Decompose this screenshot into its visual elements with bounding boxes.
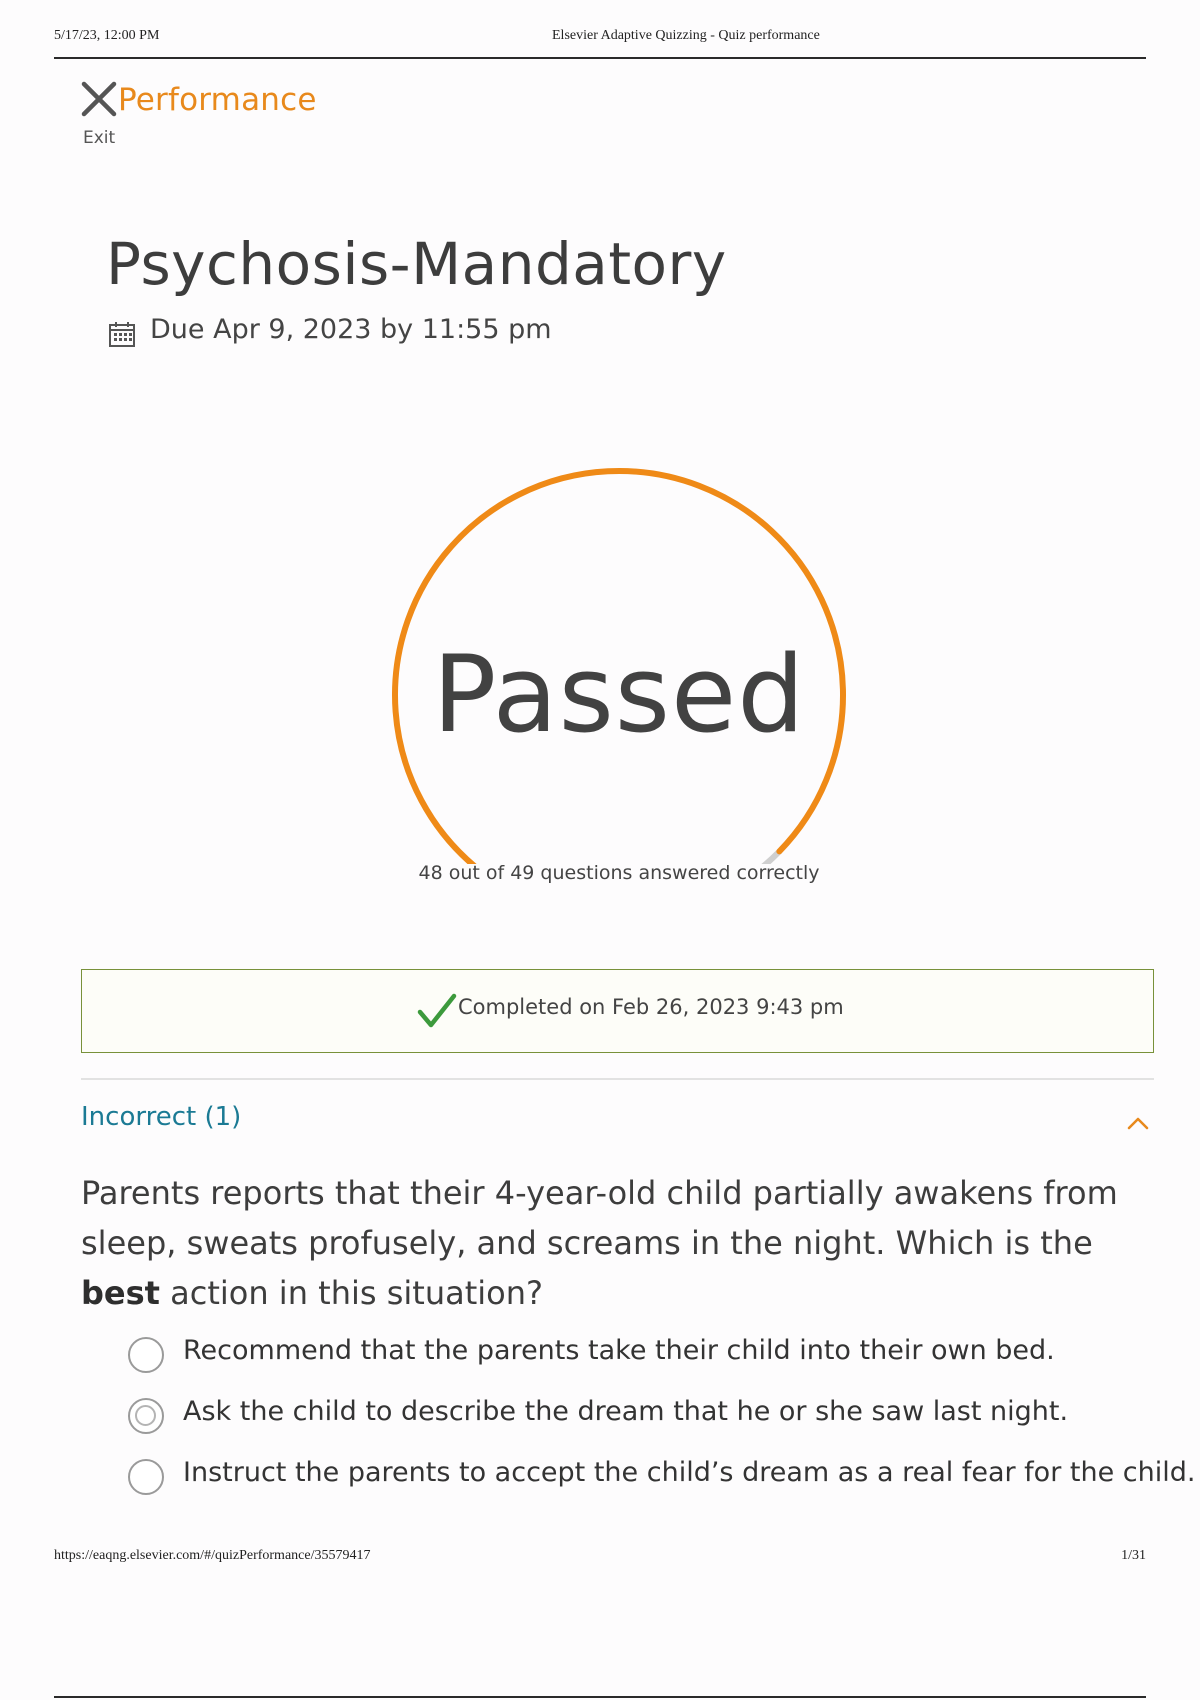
print-url: https://eaqng.elsevier.com/#/quizPerformance/35579417 — [54, 1548, 371, 1563]
due-date: Due Apr 9, 2023 by 11:55 pm — [150, 314, 552, 345]
print-header — [54, 27, 1146, 59]
exit-label[interactable]: Exit — [83, 128, 116, 148]
print-date: 5/17/23, 12:00 PM — [54, 28, 160, 43]
question-emphasis: best — [81, 1274, 160, 1312]
result-status: Passed — [432, 633, 806, 756]
answer-option-text: Recommend that the parents take their child into their own bed. — [183, 1335, 1055, 1366]
answer-option-text: Ask the child to describe the dream that he or she saw last night. — [183, 1396, 1069, 1427]
question-text — [81, 1168, 1161, 1318]
incorrect-section-toggle[interactable]: Incorrect (1) — [81, 1102, 242, 1132]
section-divider — [81, 1078, 1154, 1080]
close-x-icon[interactable] — [80, 80, 118, 118]
radio-button-selected[interactable] — [128, 1398, 164, 1434]
print-doc-title: Elsevier Adaptive Quizzing - Quiz performance — [552, 28, 820, 43]
bottom-rule — [54, 1696, 1146, 1698]
score-summary: 48 out of 49 questions answered correctly — [418, 862, 820, 884]
quiz-title: Psychosis-Mandatory — [106, 230, 727, 298]
print-page-number: 1/31 — [1121, 1548, 1146, 1563]
check-icon — [416, 990, 458, 1030]
completion-banner — [81, 969, 1154, 1053]
answer-option-text: Instruct the parents to accept the child’s dream as a real fear for the child. — [183, 1457, 1196, 1488]
radio-button[interactable] — [128, 1337, 164, 1373]
completion-text: Completed on Feb 26, 2023 9:43 pm — [458, 995, 844, 1019]
radio-button[interactable] — [128, 1459, 164, 1495]
question-text-after: action in this situation? — [159, 1274, 543, 1312]
question-text-before: Parents reports that their 4-year-old child partially awakens from sleep, sweats profusely, and screams in the night. Which is the — [81, 1174, 1118, 1262]
calendar-icon — [108, 320, 136, 348]
chevron-up-icon[interactable] — [1126, 1114, 1150, 1132]
page-title: Performance — [118, 82, 317, 118]
